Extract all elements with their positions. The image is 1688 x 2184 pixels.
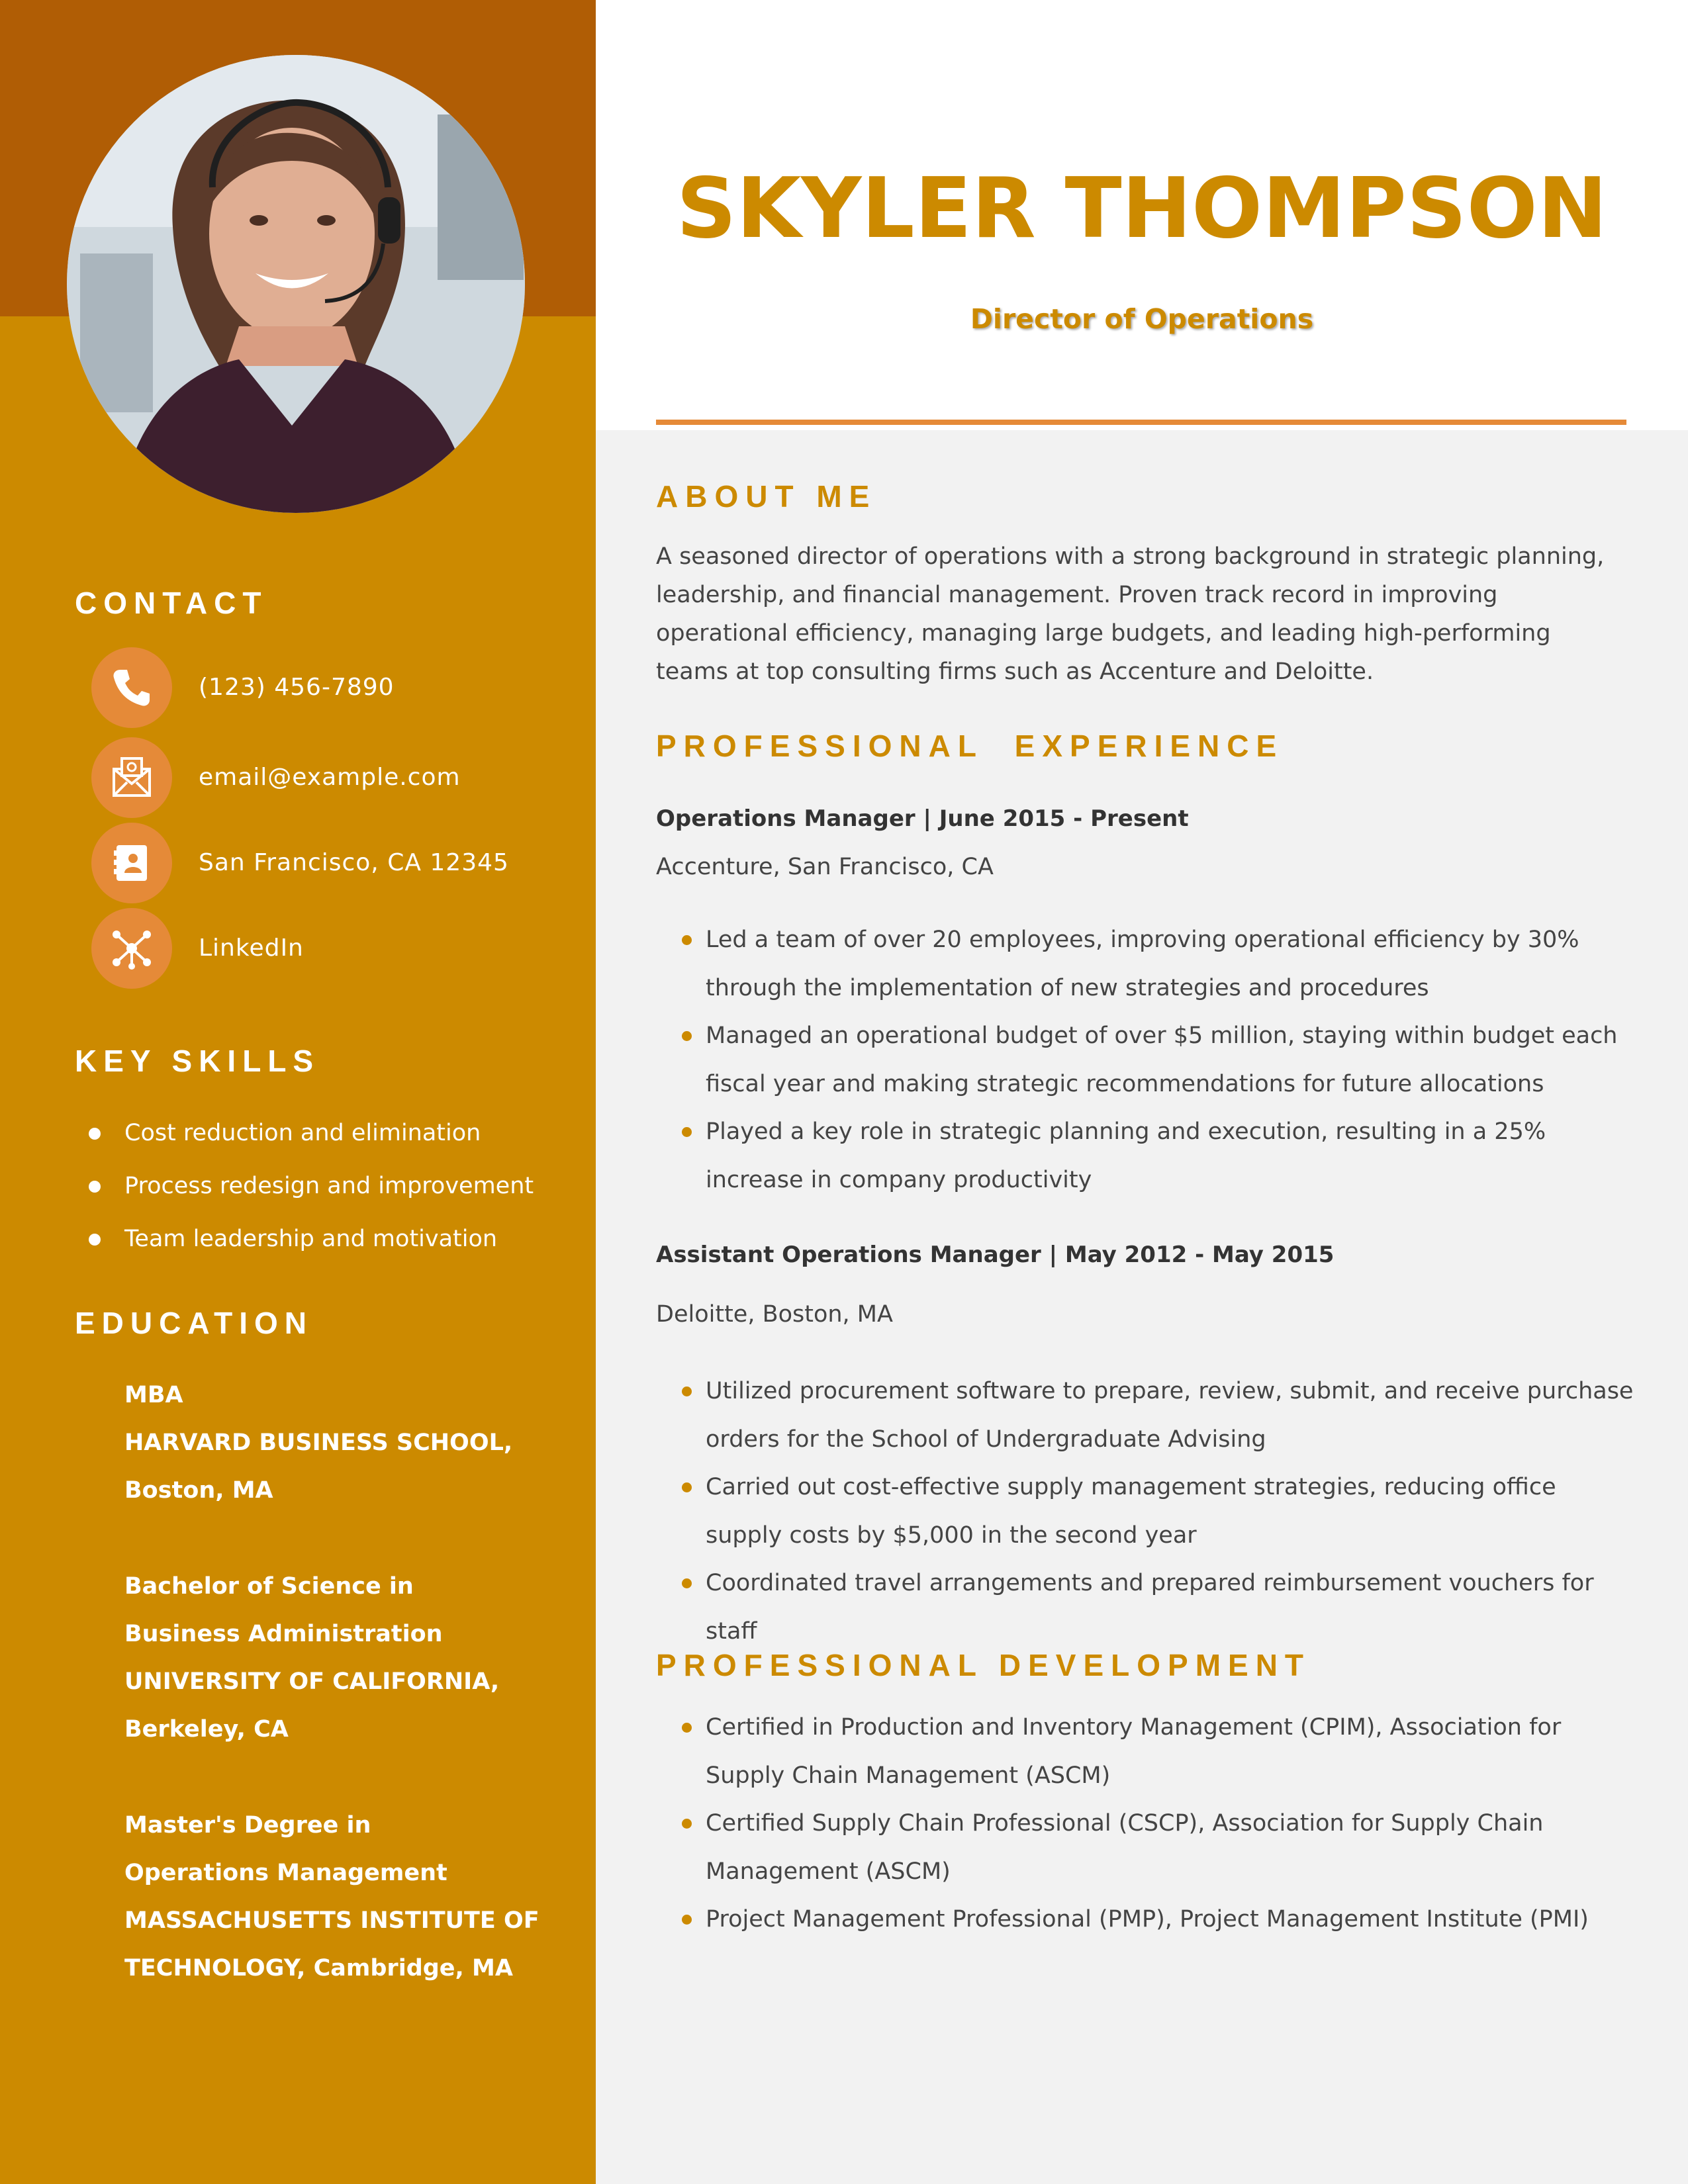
contact-email[interactable]	[91, 737, 581, 818]
candidate-name: SKYLER THOMPSON	[676, 159, 1608, 257]
education-line: UNIVERSITY OF CALIFORNIA,	[124, 1668, 500, 1695]
experience-heading: PROFESSIONAL EXPERIENCE	[656, 729, 1284, 763]
profile-photo-image	[67, 55, 525, 513]
contact-location-text: San Francisco, CA 12345	[199, 849, 509, 876]
contact-email-text: email@example.com	[199, 764, 461, 791]
list-item: Process redesign and improvement	[86, 1160, 589, 1212]
contact-linkedin[interactable]	[91, 908, 581, 989]
education-entry	[124, 1801, 588, 1992]
bullet-icon	[682, 1127, 692, 1137]
contact-phone[interactable]	[91, 647, 581, 728]
bullet-icon	[682, 935, 692, 945]
job-2-bullets	[682, 1367, 1635, 1655]
list-item: Managed an operational budget of over $5 million, staying within budget each fiscal year and making strategic recommendations for future allocations	[682, 1012, 1635, 1108]
bullet-icon	[682, 1819, 692, 1829]
contact-card-icon	[91, 823, 172, 903]
bullet-icon	[682, 1915, 692, 1925]
phone-icon	[91, 647, 172, 728]
education-line: MBA	[124, 1382, 183, 1408]
network-icon	[91, 908, 172, 989]
list-item: Team leadership and motivation	[86, 1212, 589, 1265]
job-1-title: Operations Manager | June 2015 - Present	[656, 805, 1189, 832]
list-item: Played a key role in strategic planning and execution, resulting in a 25% increase in company productivity	[682, 1108, 1635, 1204]
development-list	[682, 1704, 1635, 1944]
education-line: Master's Degree in	[124, 1812, 371, 1839]
job-2-title: Assistant Operations Manager | May 2012 - May 2015	[656, 1242, 1335, 1268]
list-item: Carried out cost-effective supply management strategies, reducing office supply costs by $5,000 in the second year	[682, 1463, 1635, 1559]
education-line: Operations Management	[124, 1860, 447, 1886]
list-item: Coordinated travel arrangements and prepared reimbursement vouchers for staff	[682, 1559, 1635, 1655]
about-text: A seasoned director of operations with a strong background in strategic planning, leadership, and financial management. Proven track record in improving operational efficiency, managing large budgets, and leading high-performing teams at top consulting firms such as Accenture and Deloitte.	[656, 543, 1605, 685]
contact-phone-text: (123) 456-7890	[199, 674, 395, 701]
bullet-icon	[89, 1234, 101, 1246]
list-item: Cost reduction and elimination	[86, 1107, 589, 1160]
contact-location	[91, 823, 581, 903]
list-item: Utilized procurement software to prepare, review, submit, and receive purchase orders for the School of Undergraduate Advising	[682, 1367, 1635, 1463]
bullet-icon	[89, 1181, 101, 1193]
education-line: Berkeley, CA	[124, 1716, 289, 1743]
list-item: Led a team of over 20 employees, improving operational efficiency by 30% through the implementation of new strategies and procedures	[682, 916, 1635, 1012]
contact-linkedin-text: LinkedIn	[199, 934, 304, 962]
profile-photo	[67, 55, 525, 513]
contact-heading: CONTACT	[75, 586, 268, 620]
bullet-icon	[89, 1128, 101, 1140]
list-item: Certified in Production and Inventory Management (CPIM), Association for Supply Chain Management (ASCM)	[682, 1704, 1635, 1799]
bullet-icon	[682, 1031, 692, 1041]
list-item: Project Management Professional (PMP), Project Management Institute (PMI)	[682, 1895, 1635, 1944]
development-heading: PROFESSIONAL DEVELOPMENT	[656, 1648, 1311, 1682]
job-title-subtitle: Director of Operations	[970, 303, 1314, 335]
education-line: HARVARD BUSINESS SCHOOL,	[124, 1430, 513, 1456]
bullet-icon	[682, 1482, 692, 1492]
email-icon	[91, 737, 172, 818]
education-line: Bachelor of Science in	[124, 1573, 414, 1600]
list-item: Certified Supply Chain Professional (CSCP), Association for Supply Chain Management (ASCM)	[682, 1799, 1635, 1895]
skills-list	[86, 1107, 589, 1265]
education-line: TECHNOLOGY, Cambridge, MA	[124, 1955, 513, 1981]
education-heading: EDUCATION	[75, 1306, 314, 1340]
education-entry	[124, 1563, 588, 1753]
header-divider	[656, 420, 1626, 425]
bullet-icon	[682, 1723, 692, 1733]
bullet-icon	[682, 1387, 692, 1396]
job-1-company: Accenture, San Francisco, CA	[656, 854, 994, 880]
bullet-icon	[682, 1578, 692, 1588]
job-1-bullets	[682, 916, 1635, 1204]
education-line: Boston, MA	[124, 1477, 273, 1504]
about-heading: ABOUT ME	[656, 479, 877, 514]
education-line: MASSACHUSETTS INSTITUTE OF	[124, 1907, 539, 1934]
education-entry	[124, 1371, 588, 1514]
job-2-company: Deloitte, Boston, MA	[656, 1301, 893, 1328]
education-line: Business Administration	[124, 1621, 443, 1647]
skills-heading: KEY SKILLS	[75, 1044, 320, 1078]
